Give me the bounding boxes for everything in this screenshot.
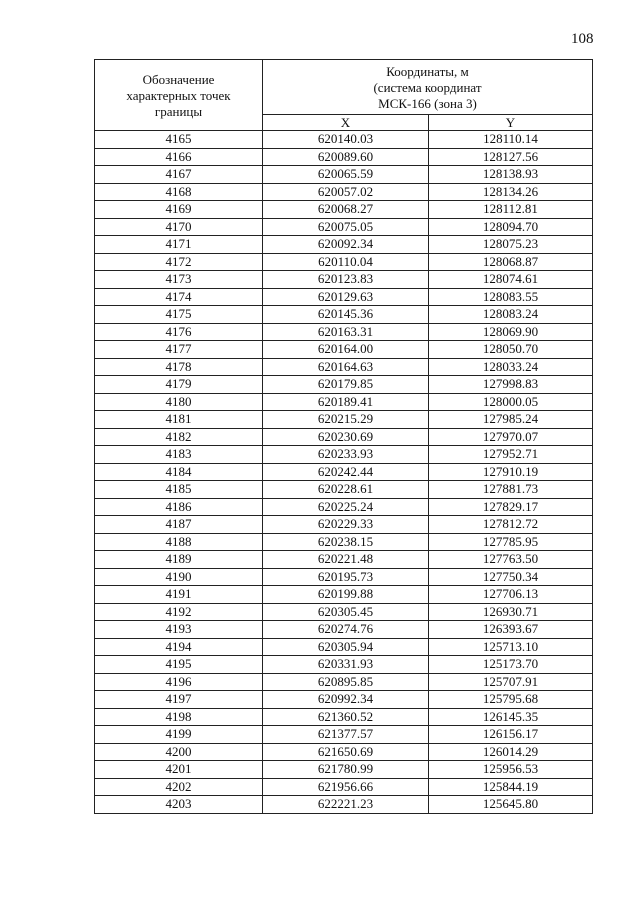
x-coordinate-cell: 620228.61 <box>263 481 429 499</box>
point-cell: 4181 <box>95 411 263 429</box>
point-cell: 4201 <box>95 761 263 779</box>
y-coordinate-cell: 125173.70 <box>429 656 593 674</box>
x-coordinate-cell: 621360.52 <box>263 708 429 726</box>
x-coordinate-cell: 620992.34 <box>263 691 429 709</box>
y-coordinate-cell: 127952.71 <box>429 446 593 464</box>
table-row <box>95 673 593 691</box>
x-coordinate-cell: 620305.45 <box>263 603 429 621</box>
point-cell: 4202 <box>95 778 263 796</box>
coordinates-table <box>94 59 593 814</box>
y-coordinate-cell: 128000.05 <box>429 393 593 411</box>
x-coordinate-cell: 620305.94 <box>263 638 429 656</box>
y-coordinate-cell: 128134.26 <box>429 183 593 201</box>
point-cell: 4180 <box>95 393 263 411</box>
table-row <box>95 218 593 236</box>
table-row <box>95 796 593 814</box>
table-row <box>95 498 593 516</box>
y-coordinate-cell: 125795.68 <box>429 691 593 709</box>
x-coordinate-cell: 620215.29 <box>263 411 429 429</box>
point-cell: 4165 <box>95 131 263 149</box>
y-coordinate-cell: 128068.87 <box>429 253 593 271</box>
point-cell: 4196 <box>95 673 263 691</box>
table-row <box>95 551 593 569</box>
table-row <box>95 183 593 201</box>
table-row <box>95 621 593 639</box>
y-coordinate-cell: 127763.50 <box>429 551 593 569</box>
y-coordinate-cell: 126393.67 <box>429 621 593 639</box>
y-coordinate-cell: 125844.19 <box>429 778 593 796</box>
table-row <box>95 638 593 656</box>
table-row <box>95 271 593 289</box>
x-coordinate-cell: 620092.34 <box>263 236 429 254</box>
table-row <box>95 358 593 376</box>
y-coordinate-cell: 127785.95 <box>429 533 593 551</box>
table-row <box>95 253 593 271</box>
point-cell: 4185 <box>95 481 263 499</box>
point-cell: 4193 <box>95 621 263 639</box>
table-row <box>95 463 593 481</box>
point-cell: 4170 <box>95 218 263 236</box>
x-coordinate-cell: 620229.33 <box>263 516 429 534</box>
table-body <box>95 131 593 814</box>
point-cell: 4189 <box>95 551 263 569</box>
y-coordinate-cell: 126930.71 <box>429 603 593 621</box>
y-coordinate-cell: 125707.91 <box>429 673 593 691</box>
y-coordinate-cell: 127706.13 <box>429 586 593 604</box>
x-coordinate-cell: 620895.85 <box>263 673 429 691</box>
point-cell: 4173 <box>95 271 263 289</box>
x-coordinate-cell: 620075.05 <box>263 218 429 236</box>
x-coordinate-cell: 620057.02 <box>263 183 429 201</box>
point-cell: 4172 <box>95 253 263 271</box>
point-cell: 4198 <box>95 708 263 726</box>
y-coordinate-cell: 127910.19 <box>429 463 593 481</box>
y-coordinate-cell: 128094.70 <box>429 218 593 236</box>
table-row <box>95 323 593 341</box>
point-cell: 4179 <box>95 376 263 394</box>
y-coordinate-cell: 128033.24 <box>429 358 593 376</box>
point-cell: 4191 <box>95 586 263 604</box>
x-coordinate-cell: 620129.63 <box>263 288 429 306</box>
point-cell: 4182 <box>95 428 263 446</box>
x-coordinate-cell: 620195.73 <box>263 568 429 586</box>
x-coordinate-cell: 621780.99 <box>263 761 429 779</box>
table-row <box>95 428 593 446</box>
table-row <box>95 148 593 166</box>
point-cell: 4199 <box>95 726 263 744</box>
table-row <box>95 376 593 394</box>
table-row <box>95 743 593 761</box>
y-coordinate-cell: 127998.83 <box>429 376 593 394</box>
x-coordinate-cell: 620164.00 <box>263 341 429 359</box>
x-coordinate-cell: 620238.15 <box>263 533 429 551</box>
point-cell: 4168 <box>95 183 263 201</box>
y-coordinate-cell: 125645.80 <box>429 796 593 814</box>
point-cell: 4194 <box>95 638 263 656</box>
page-number: 108 <box>571 31 594 47</box>
y-coordinate-cell: 128050.70 <box>429 341 593 359</box>
coordinates-column-header <box>263 60 593 115</box>
point-cell: 4171 <box>95 236 263 254</box>
y-coordinate-cell: 127970.07 <box>429 428 593 446</box>
coordinates-header-line-2: (система координат <box>373 80 482 95</box>
x-coordinate-cell: 620233.93 <box>263 446 429 464</box>
y-coordinate-cell: 128127.56 <box>429 148 593 166</box>
point-cell: 4178 <box>95 358 263 376</box>
point-cell: 4175 <box>95 306 263 324</box>
y-coordinate-cell: 128075.23 <box>429 236 593 254</box>
point-cell: 4200 <box>95 743 263 761</box>
point-cell: 4166 <box>95 148 263 166</box>
x-coordinate-cell: 620230.69 <box>263 428 429 446</box>
y-coordinate-cell: 125713.10 <box>429 638 593 656</box>
table-row <box>95 288 593 306</box>
table-row <box>95 726 593 744</box>
point-column-header <box>95 60 263 131</box>
table-row <box>95 568 593 586</box>
point-cell: 4186 <box>95 498 263 516</box>
x-coordinate-cell: 620179.85 <box>263 376 429 394</box>
table-row <box>95 131 593 149</box>
x-coordinate-cell: 620242.44 <box>263 463 429 481</box>
coordinates-header-line-1: Координаты, м <box>386 64 469 79</box>
table-row <box>95 761 593 779</box>
point-cell: 4190 <box>95 568 263 586</box>
x-coordinate-cell: 620221.48 <box>263 551 429 569</box>
x-coordinate-cell: 620068.27 <box>263 201 429 219</box>
y-coordinate-cell: 128083.24 <box>429 306 593 324</box>
x-coordinate-cell: 621377.57 <box>263 726 429 744</box>
point-cell: 4177 <box>95 341 263 359</box>
point-cell: 4192 <box>95 603 263 621</box>
table-row <box>95 691 593 709</box>
table-row <box>95 533 593 551</box>
table-row <box>95 411 593 429</box>
table-row <box>95 708 593 726</box>
y-coordinate-cell: 126145.35 <box>429 708 593 726</box>
x-coordinate-cell: 620145.36 <box>263 306 429 324</box>
x-coordinate-cell: 620089.60 <box>263 148 429 166</box>
x-column-header: X <box>263 115 429 131</box>
x-coordinate-cell: 620189.41 <box>263 393 429 411</box>
x-coordinate-cell: 620163.31 <box>263 323 429 341</box>
point-cell: 4167 <box>95 166 263 184</box>
table-header <box>95 60 593 131</box>
x-coordinate-cell: 620065.59 <box>263 166 429 184</box>
point-cell: 4188 <box>95 533 263 551</box>
table-row <box>95 341 593 359</box>
x-coordinate-cell: 620225.24 <box>263 498 429 516</box>
point-cell: 4197 <box>95 691 263 709</box>
point-cell: 4203 <box>95 796 263 814</box>
table-row <box>95 481 593 499</box>
point-cell: 4174 <box>95 288 263 306</box>
y-coordinate-cell: 128069.90 <box>429 323 593 341</box>
y-coordinate-cell: 125956.53 <box>429 761 593 779</box>
y-coordinate-cell: 127750.34 <box>429 568 593 586</box>
x-coordinate-cell: 621956.66 <box>263 778 429 796</box>
table-row <box>95 656 593 674</box>
point-cell: 4187 <box>95 516 263 534</box>
table-row <box>95 603 593 621</box>
y-coordinate-cell: 128074.61 <box>429 271 593 289</box>
x-coordinate-cell: 621650.69 <box>263 743 429 761</box>
y-coordinate-cell: 127985.24 <box>429 411 593 429</box>
coordinates-header-line-3: МСК-166 (зона 3) <box>378 96 477 111</box>
table-row <box>95 306 593 324</box>
y-coordinate-cell: 127812.72 <box>429 516 593 534</box>
x-coordinate-cell: 620199.88 <box>263 586 429 604</box>
table-row <box>95 778 593 796</box>
table-row <box>95 446 593 464</box>
x-coordinate-cell: 620274.76 <box>263 621 429 639</box>
y-coordinate-cell: 128138.93 <box>429 166 593 184</box>
y-coordinate-cell: 128083.55 <box>429 288 593 306</box>
point-cell: 4183 <box>95 446 263 464</box>
x-coordinate-cell: 620123.83 <box>263 271 429 289</box>
y-coordinate-cell: 126156.17 <box>429 726 593 744</box>
point-column-header-label: Обозначение характерных точек границы <box>126 72 231 119</box>
table-row <box>95 201 593 219</box>
x-coordinate-cell: 622221.23 <box>263 796 429 814</box>
y-column-header: Y <box>429 115 593 131</box>
x-coordinate-cell: 620164.63 <box>263 358 429 376</box>
x-coordinate-cell: 620140.03 <box>263 131 429 149</box>
table-row <box>95 516 593 534</box>
table-row <box>95 586 593 604</box>
x-coordinate-cell: 620331.93 <box>263 656 429 674</box>
point-cell: 4195 <box>95 656 263 674</box>
point-cell: 4176 <box>95 323 263 341</box>
y-coordinate-cell: 128112.81 <box>429 201 593 219</box>
y-coordinate-cell: 127881.73 <box>429 481 593 499</box>
point-cell: 4169 <box>95 201 263 219</box>
y-coordinate-cell: 127829.17 <box>429 498 593 516</box>
y-coordinate-cell: 128110.14 <box>429 131 593 149</box>
table-row <box>95 393 593 411</box>
point-cell: 4184 <box>95 463 263 481</box>
x-coordinate-cell: 620110.04 <box>263 253 429 271</box>
y-coordinate-cell: 126014.29 <box>429 743 593 761</box>
table-row <box>95 236 593 254</box>
table-row <box>95 166 593 184</box>
